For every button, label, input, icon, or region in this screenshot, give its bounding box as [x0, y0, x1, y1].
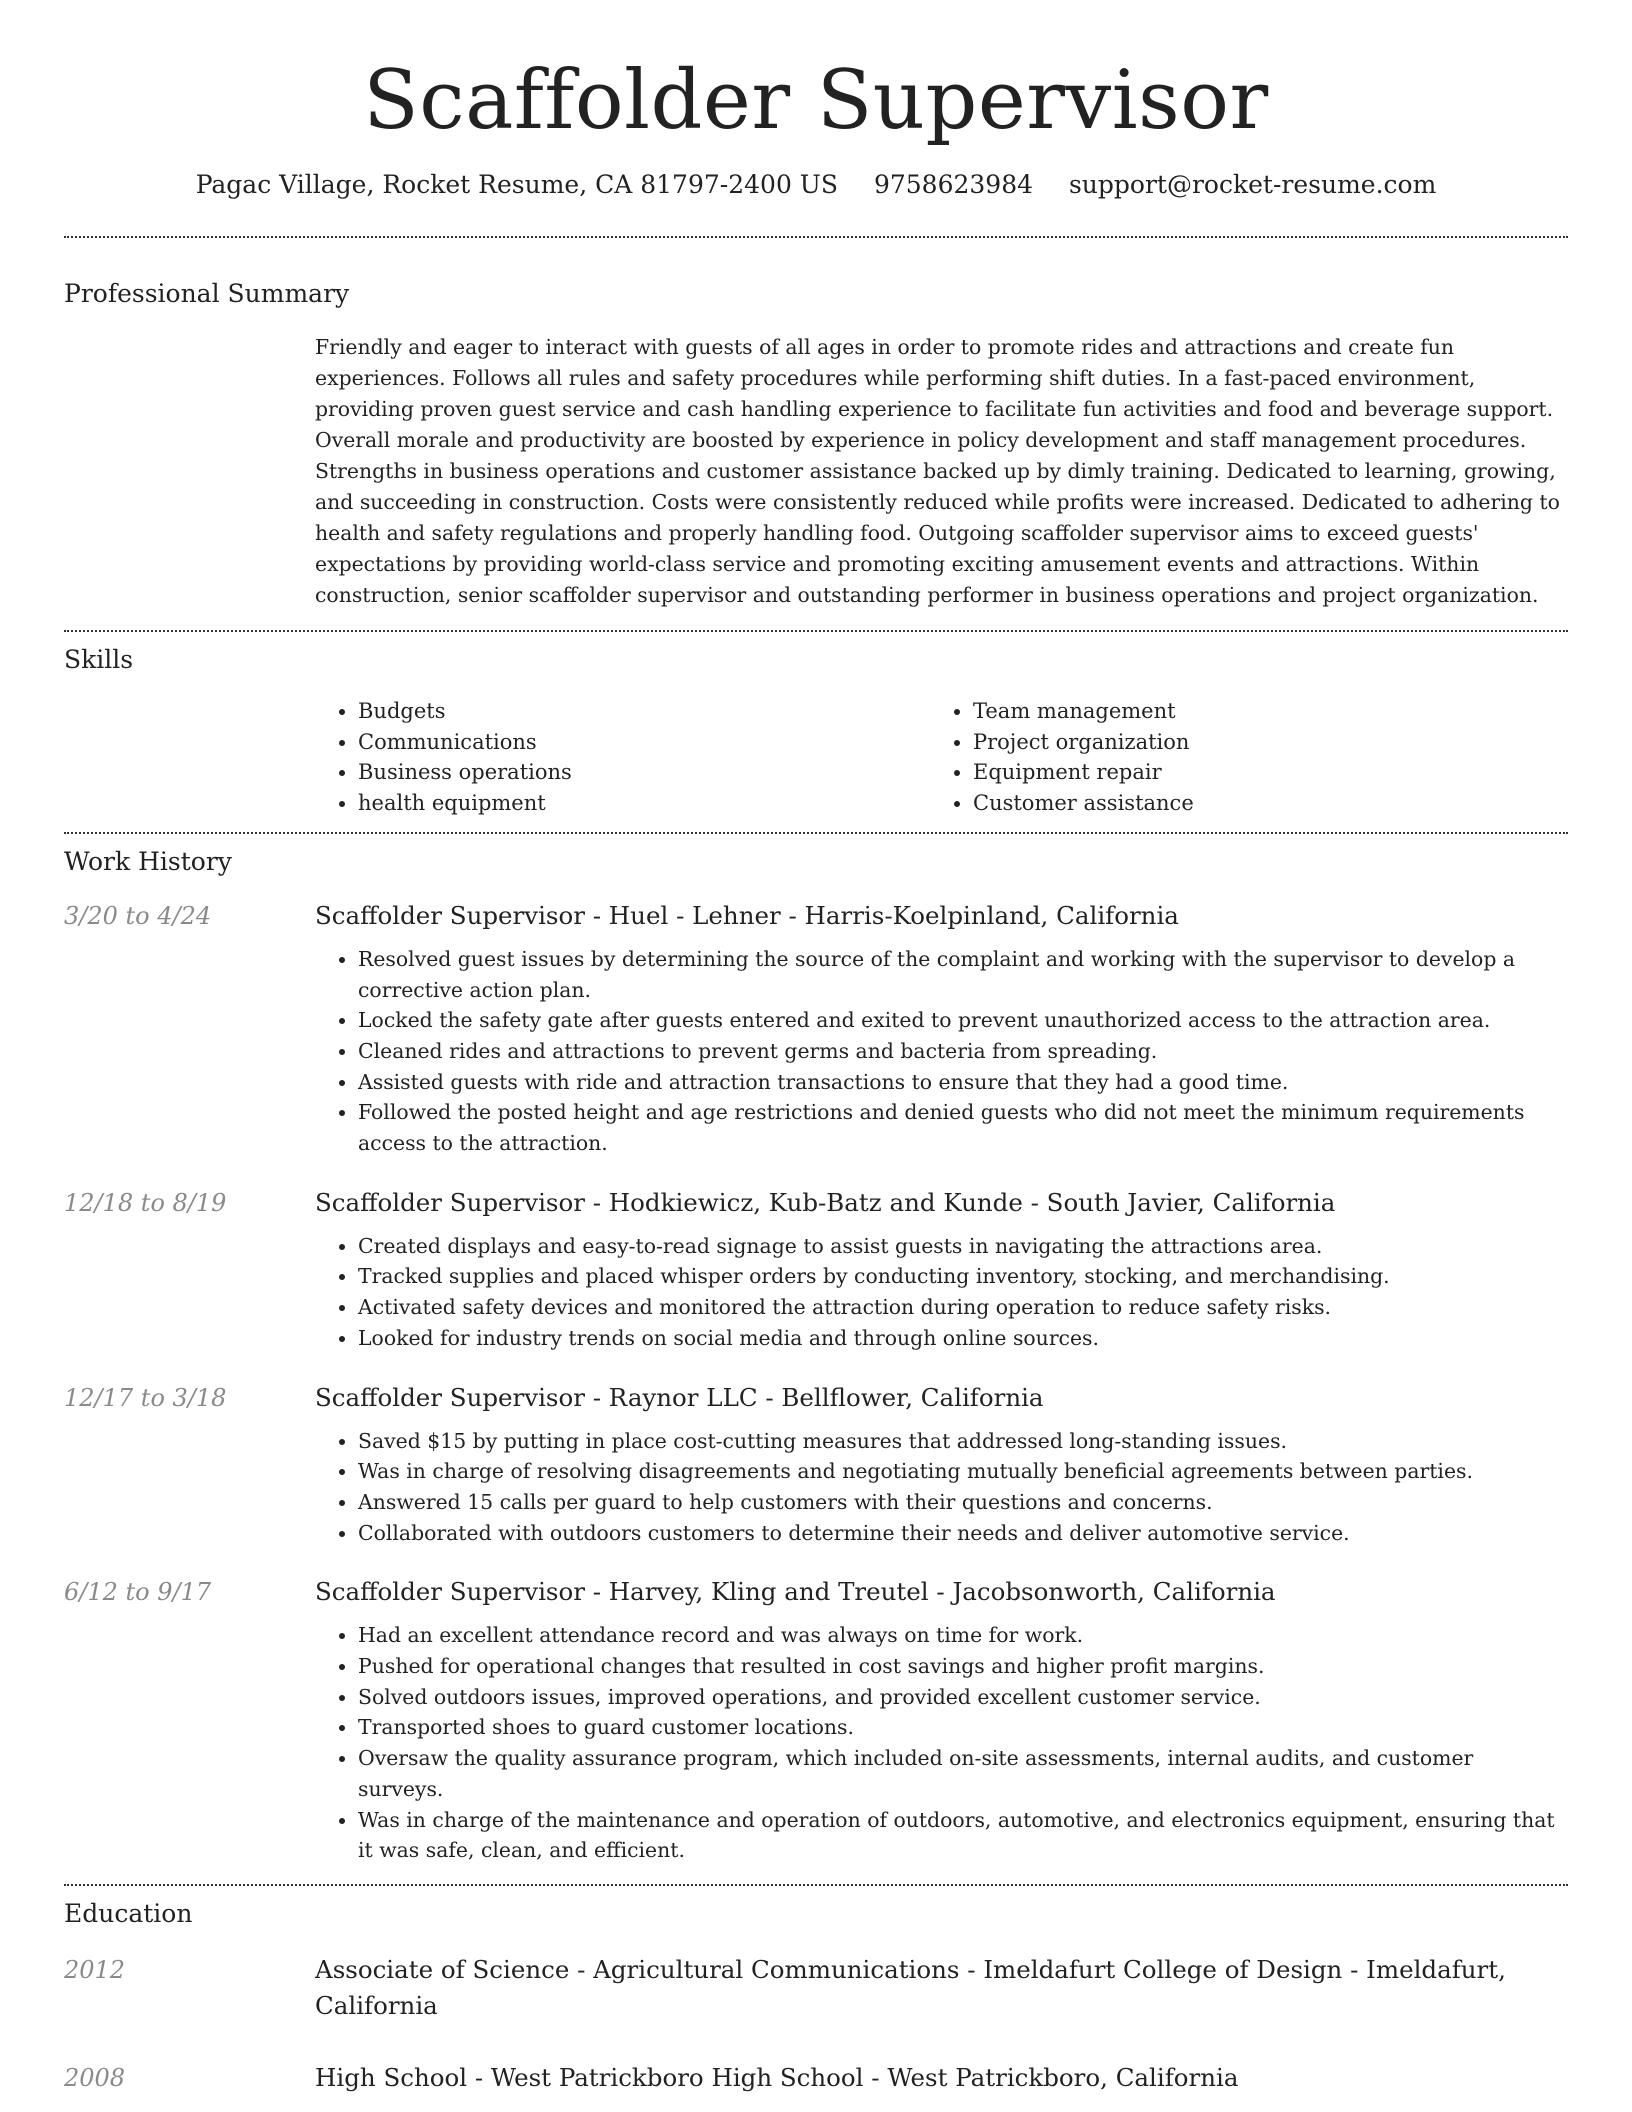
skill-item: • Team management	[973, 696, 1545, 727]
job-bullets	[315, 944, 1568, 1159]
resume-name: Scaffolder Supervisor	[363, 54, 1269, 148]
job-bullet: • Activated safety devices and monitored the attraction during operation to reduce safety risks.	[358, 1292, 1568, 1323]
education-title: High School - West Patrickboro High School - West Patrickboro, California	[315, 2062, 1239, 2092]
job-title: Scaffolder Supervisor - Hodkiewicz, Kub-Batz and Kunde - South Javier, California	[315, 1187, 1336, 1217]
education-entry	[64, 1952, 1568, 2024]
job-bullet: • Looked for industry trends on social media and through online sources.	[358, 1323, 1568, 1354]
job-bullet: • Locked the safety gate after guests entered and exited to prevent unauthorized access to the attraction area.	[358, 1005, 1568, 1036]
contact-line	[64, 168, 1568, 202]
job-bullet: • Oversaw the quality assurance program, which included on-site assessments, internal audits, and customer surveys.	[358, 1743, 1568, 1804]
skills-column-right	[930, 696, 1545, 819]
skills-column-left	[315, 696, 930, 819]
job-title: Scaffolder Supervisor - Harvey, Kling and Treutel - Jacobsonworth, California	[315, 1577, 1276, 1607]
resume-page	[64, 0, 1568, 2096]
education-entry	[64, 2060, 1568, 2096]
job-dates: 12/18 to 8/19	[64, 1188, 227, 1217]
job-bullet: • Was in charge of resolving disagreements and negotiating mutually beneficial agreements between parties.	[358, 1456, 1568, 1487]
summary-heading: Professional Summary	[64, 279, 350, 308]
job-bullet: • Followed the posted height and age restrictions and denied guests who did not meet the minimum requirements access to the attraction.	[358, 1097, 1568, 1158]
job-bullet: • Had an excellent attendance record and was always on time for work.	[358, 1620, 1568, 1651]
contact-email: support@rocket-resume.com	[1068, 170, 1437, 199]
job-bullet: • Collaborated with outdoors customers to determine their needs and deliver automotive service.	[358, 1518, 1568, 1549]
job-bullet: • Saved $15 by putting in place cost-cutting measures that addressed long-standing issues.	[358, 1426, 1568, 1457]
divider	[64, 236, 1568, 238]
skill-item: • Project organization	[973, 727, 1545, 758]
skill-item: • Business operations	[358, 757, 930, 788]
job-bullet: • Answered 15 calls per guard to help customers with their questions and concerns.	[358, 1487, 1568, 1518]
divider	[64, 630, 1568, 632]
job-entry	[64, 1185, 1568, 1354]
contact-address: Pagac Village, Rocket Resume, CA 81797-2400 US	[195, 170, 838, 199]
job-dates: 3/20 to 4/24	[64, 901, 212, 930]
job-bullet: • Cleaned rides and attractions to prevent germs and bacteria from spreading.	[358, 1036, 1568, 1067]
job-bullets	[315, 1231, 1568, 1354]
job-bullet: • Pushed for operational changes that resulted in cost savings and higher profit margins.	[358, 1651, 1568, 1682]
job-bullet: • Created displays and easy-to-read signage to assist guests in navigating the attractions area.	[358, 1231, 1568, 1262]
job-title: Scaffolder Supervisor - Raynor LLC - Bellflower, California	[315, 1382, 1044, 1412]
divider	[64, 1884, 1568, 1886]
skill-item: • Customer assistance	[973, 788, 1545, 819]
job-bullet: • Was in charge of the maintenance and operation of outdoors, automotive, and electronics equipment, ensuring that it was safe, clean, and efficient.	[358, 1805, 1568, 1866]
job-entry	[64, 1380, 1568, 1549]
job-dates: 6/12 to 9/17	[64, 1578, 212, 1607]
skills-list	[315, 696, 1568, 819]
skill-item: • health equipment	[358, 788, 930, 819]
job-entry	[64, 1574, 1568, 1866]
summary-text: Friendly and eager to interact with guests of all ages in order to promote rides and attractions and create fun experiences. Follows all rules and safety procedures while performing shift duties. In a fast-paced environment, providing proven guest service and cash handling experience to facilitate fun activities and food and beverage support. Overall morale and productivity are boosted by experience in policy development and staff management procedures. Strengths in business operations and customer assistance backed up by dimly training. Dedicated to learning, growing, and succeeding in construction. Costs were consistently reduced while profits were increased. Dedicated to adhering to health and safety regulations and properly handling food. Outgoing scaffolder supervisor aims to exceed guests' expectations by providing world-class service and promoting exciting amusement events and attractions. Within construction, senior scaffolder supervisor and outstanding performer in business operations and project organization.	[315, 335, 1560, 607]
job-bullets	[315, 1620, 1568, 1866]
job-bullets	[315, 1426, 1568, 1549]
skill-item: • Equipment repair	[973, 757, 1545, 788]
job-bullet: • Tracked supplies and placed whisper orders by conducting inventory, stocking, and merchandising.	[358, 1261, 1568, 1292]
job-bullet: • Resolved guest issues by determining the source of the complaint and working with the supervisor to develop a corrective action plan.	[358, 944, 1568, 1005]
job-title: Scaffolder Supervisor - Huel - Lehner - Harris-Koelpinland, California	[315, 900, 1179, 930]
education-date: 2008	[64, 2063, 126, 2092]
divider	[64, 832, 1568, 834]
job-bullet: • Assisted guests with ride and attraction transactions to ensure that they had a good time.	[358, 1067, 1568, 1098]
skill-item: • Communications	[358, 727, 930, 758]
skills-heading: Skills	[64, 645, 134, 674]
contact-phone: 9758623984	[873, 170, 1034, 199]
job-bullet: • Solved outdoors issues, improved operations, and provided excellent customer service.	[358, 1682, 1568, 1713]
education-heading: Education	[64, 1898, 193, 1928]
job-entry	[64, 898, 1568, 1159]
skill-item: • Budgets	[358, 696, 930, 727]
job-dates: 12/17 to 3/18	[64, 1383, 227, 1412]
work-history-heading: Work History	[64, 846, 232, 876]
education-title: Associate of Science - Agricultural Communications - Imeldafurt College of Design - Imeldafurt, California	[315, 1954, 1506, 2020]
job-bullet: • Transported shoes to guard customer locations.	[358, 1712, 1568, 1743]
education-date: 2012	[64, 1955, 126, 1984]
